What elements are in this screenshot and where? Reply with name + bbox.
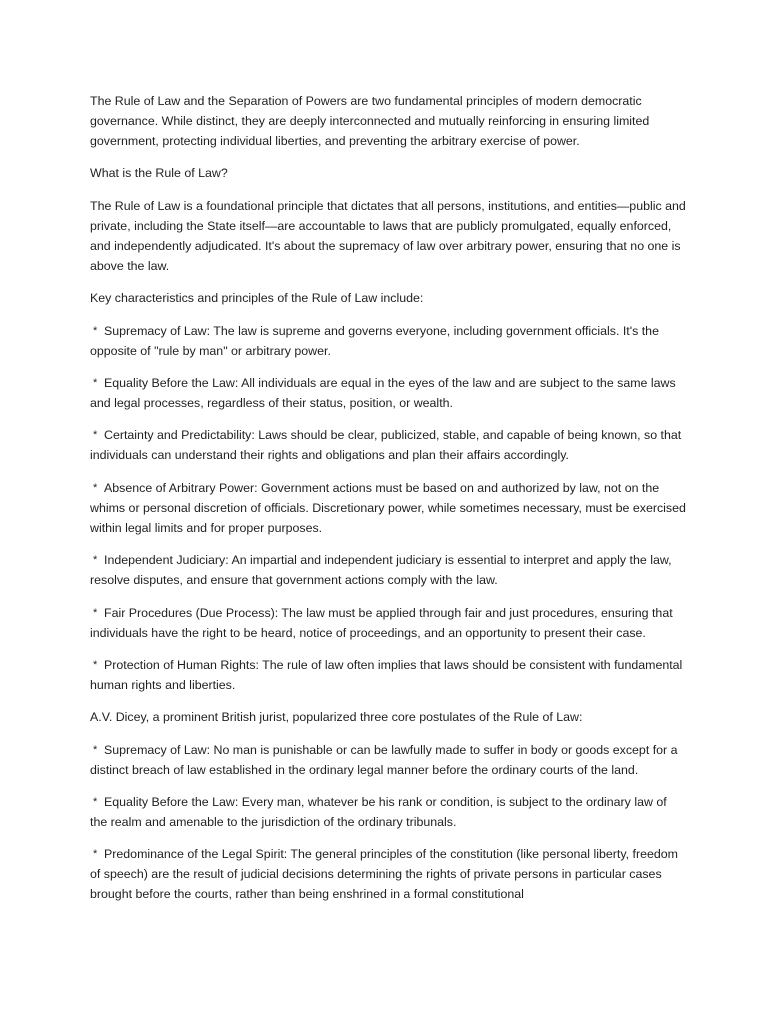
list-item bbox=[90, 550, 686, 590]
list-item-text: Independent Judiciary: An impartial and independent judiciary is essential to interpret and apply the law, resolve disputes, and ensure that government actions comply with the law. bbox=[90, 553, 672, 588]
list-item bbox=[90, 740, 686, 780]
bullet-marker: * bbox=[93, 848, 98, 861]
bullet-marker: * bbox=[93, 429, 98, 442]
list-item bbox=[90, 792, 686, 832]
list-item bbox=[90, 603, 686, 643]
list-item bbox=[90, 655, 686, 695]
list-item-text: Fair Procedures (Due Process): The law must be applied through fair and just procedures, ensuring that individuals have the right to be heard, notice of proceedings, and an opportunity to present their case. bbox=[90, 605, 673, 640]
list-item-text: Protection of Human Rights: The rule of law often implies that laws should be consistent with fundamental human rights and liberties. bbox=[90, 657, 683, 692]
dicey-intro: A.V. Dicey, a prominent British jurist, popularized three core postulates of the Rule of Law: bbox=[90, 710, 583, 725]
bullet-marker: * bbox=[93, 606, 98, 619]
document-page bbox=[90, 91, 686, 917]
list-item bbox=[90, 844, 686, 904]
characteristics-intro: Key characteristics and principles of the Rule of Law include: bbox=[90, 291, 424, 306]
intro-paragraph: The Rule of Law and the Separation of Powers are two fundamental principles of modern democratic governance. While distinct, they are deeply interconnected and mutually reinforcing in ensuring limited government, protecting individual liberties, and preventing the arbitrary exercise of power. bbox=[90, 94, 650, 148]
list-item bbox=[90, 425, 686, 465]
bullet-marker: * bbox=[93, 324, 98, 337]
list-item-text: Supremacy of Law: The law is supreme and governs everyone, including government officials. It's the opposite of "rule by man" or arbitrary power. bbox=[90, 323, 659, 358]
dicey-postulates-list bbox=[90, 740, 686, 905]
bullet-marker: * bbox=[93, 554, 98, 567]
bullet-marker: * bbox=[93, 481, 98, 494]
question-heading: What is the Rule of Law? bbox=[90, 166, 228, 181]
bullet-marker: * bbox=[93, 658, 98, 671]
list-item-text: Equality Before the Law: Every man, whatever be his rank or condition, is subject to the ordinary law of the realm and amenable to the jurisdiction of the ordinary tribunals. bbox=[90, 795, 667, 830]
definition-paragraph: The Rule of Law is a foundational principle that dictates that all persons, institutions, and entities—public and private, including the State itself—are accountable to laws that are publicly promulgated, equally enforced, and independently adjudicated. It's about the supremacy of law over arbitrary power, ensuring that no one is above the law. bbox=[90, 198, 686, 273]
list-item bbox=[90, 373, 686, 413]
characteristics-list bbox=[90, 321, 686, 695]
list-item-text: Certainty and Predictability: Laws should be clear, publicized, stable, and capable of being known, so that individuals can understand their rights and obligations and plan their affairs accordingly. bbox=[90, 428, 682, 463]
bullet-marker: * bbox=[93, 743, 98, 756]
list-item-text: Supremacy of Law: No man is punishable or can be lawfully made to suffer in body or goods except for a distinct breach of law established in the ordinary legal manner before the ordinary courts of the land. bbox=[90, 742, 678, 777]
list-item bbox=[90, 478, 686, 538]
list-item-text: Equality Before the Law: All individuals are equal in the eyes of the law and are subject to the same laws and legal processes, regardless of their status, position, or wealth. bbox=[90, 375, 676, 410]
list-item bbox=[90, 321, 686, 361]
list-item-text: Absence of Arbitrary Power: Government actions must be based on and authorized by law, not on the whims or personal discretion of officials. Discretionary power, while sometimes necessary, must be exercised within legal limits and for proper purposes. bbox=[90, 480, 686, 535]
list-item-text: Predominance of the Legal Spirit: The general principles of the constitution (like personal liberty, freedom of speech) are the result of judicial decisions determining the rights of private persons in particular cases brought before the courts, rather than being enshrined in a formal constitutional bbox=[90, 847, 678, 902]
bullet-marker: * bbox=[93, 376, 98, 389]
bullet-marker: * bbox=[93, 796, 98, 809]
